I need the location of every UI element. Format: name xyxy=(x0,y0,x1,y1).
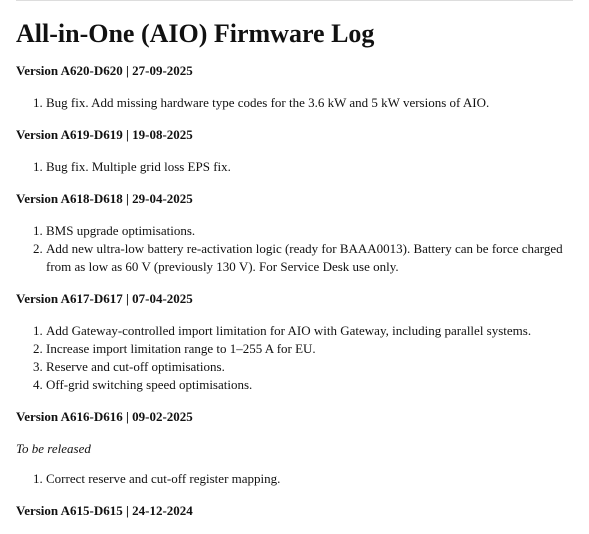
version-section-a617 xyxy=(16,290,573,394)
change-list xyxy=(16,322,573,394)
version-heading: Version A620-D620 | 27-09-2025 xyxy=(16,63,193,78)
list-item: 4. Off-grid switching speed optimisations. xyxy=(46,376,573,394)
change-list xyxy=(16,158,573,176)
list-item: 2. Add new ultra-low battery re-activation logic (ready for BAAA0013). Battery can be force charged from as low as 60 V (previously 130 V). For Service Desk use only. xyxy=(46,240,573,276)
version-section-a616 xyxy=(16,408,573,488)
list-item: 1. BMS upgrade optimisations. xyxy=(46,222,573,240)
top-divider xyxy=(16,0,573,1)
version-heading: Version A619-D619 | 19-08-2025 xyxy=(16,127,193,142)
version-section-a619 xyxy=(16,126,573,176)
list-item: 1. Add Gateway-controlled import limitation for AIO with Gateway, including parallel systems. xyxy=(46,322,573,340)
change-list xyxy=(16,222,573,276)
release-note: To be released xyxy=(16,441,91,456)
change-list xyxy=(16,94,573,112)
change-list xyxy=(16,470,573,488)
firmware-log-document xyxy=(16,18,573,534)
version-section-a618 xyxy=(16,190,573,276)
version-heading: Version A615-D615 | 24-12-2024 xyxy=(16,503,193,518)
version-heading: Version A618-D618 | 29-04-2025 xyxy=(16,191,193,206)
version-section-a615 xyxy=(16,502,573,520)
page-title: All-in-One (AIO) Firmware Log xyxy=(16,19,375,48)
list-item: 3. Reserve and cut-off optimisations. xyxy=(46,358,573,376)
version-heading: Version A616-D616 | 09-02-2025 xyxy=(16,409,193,424)
list-item: 1. Correct reserve and cut-off register mapping. xyxy=(46,470,573,488)
version-section-a620 xyxy=(16,62,573,112)
version-heading: Version A617-D617 | 07-04-2025 xyxy=(16,291,193,306)
list-item: 1. Bug fix. Multiple grid loss EPS fix. xyxy=(46,158,573,176)
list-item: 2. Increase import limitation range to 1–255 A for EU. xyxy=(46,340,573,358)
list-item: 1. Bug fix. Add missing hardware type codes for the 3.6 kW and 5 kW versions of AIO. xyxy=(46,94,573,112)
